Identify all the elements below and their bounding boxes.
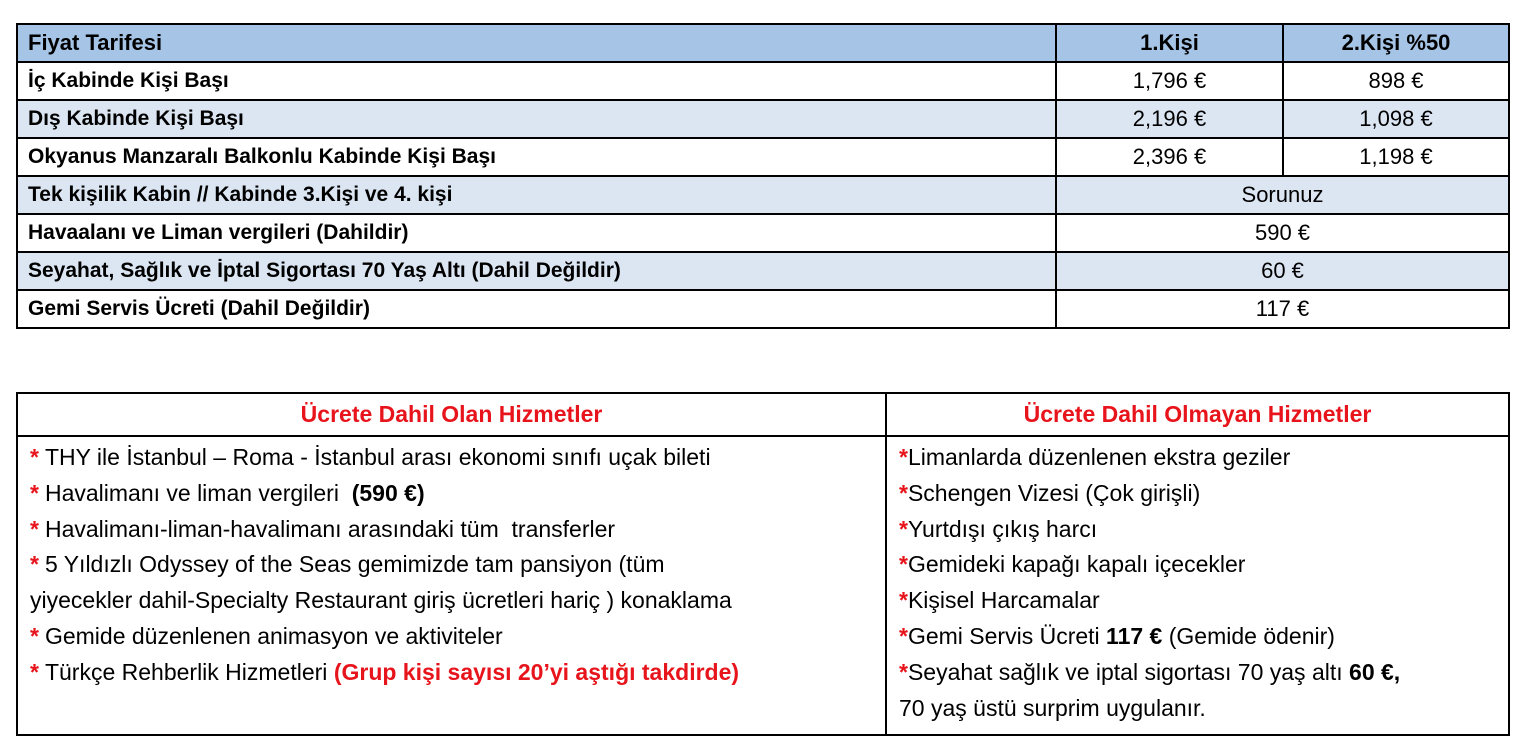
- price-merged-value: 117 €: [1056, 290, 1509, 328]
- asterisk-icon: *: [899, 479, 908, 506]
- list-item: *Kişisel Harcamalar: [899, 587, 1100, 614]
- included-services-title: Ücrete Dahil Olan Hizmetler: [17, 393, 886, 436]
- price-merged-row: [17, 214, 1509, 252]
- price-row: [17, 100, 1509, 138]
- excluded-services-title: Ücrete Dahil Olmayan Hizmetler: [886, 393, 1509, 436]
- asterisk-icon: *: [30, 622, 39, 649]
- included-services-cell: [17, 436, 886, 735]
- price-row: [17, 138, 1509, 176]
- price-row-label: Okyanus Manzaralı Balkonlu Kabinde Kişi Başı: [17, 138, 1056, 176]
- price-merged-row: [17, 290, 1509, 328]
- asterisk-icon: *: [30, 551, 39, 578]
- list-item: *Schengen Vizesi (Çok girişli): [899, 479, 1201, 506]
- price-row-p1: 2,196 €: [1056, 100, 1283, 138]
- price-row-p1: 2,396 €: [1056, 138, 1283, 176]
- list-item: *Yurtdışı çıkış harcı: [899, 515, 1098, 542]
- price-row-label: İç Kabinde Kişi Başı: [17, 62, 1056, 100]
- price-row-p2: 1,098 €: [1283, 100, 1509, 138]
- asterisk-icon: *: [899, 515, 908, 542]
- asterisk-icon: *: [30, 444, 39, 470]
- price-row-label: Dış Kabinde Kişi Başı: [17, 100, 1056, 138]
- asterisk-icon: *: [899, 658, 908, 685]
- price-merged-value: 590 €: [1056, 214, 1509, 252]
- asterisk-icon: *: [30, 658, 39, 685]
- list-item: *Gemideki kapağı kapalı içecekler: [899, 551, 1246, 578]
- asterisk-icon: *: [899, 587, 908, 614]
- price-header-col1: 1.Kişi: [1056, 24, 1283, 62]
- services-table: [16, 392, 1510, 736]
- list-item: * 5 Yıldızlı Odyssey of the Seas gemimizde tam pansiyon (tüm: [30, 551, 665, 578]
- services-header-row: [17, 393, 1509, 436]
- excluded-services-list: [899, 440, 1508, 726]
- excluded-services-cell: [886, 436, 1509, 735]
- list-item-continuation: yiyecekler dahil-Specialty Restaurant giriş ücretleri hariç ) konaklama: [30, 587, 732, 614]
- list-item: *Limanlarda düzenlenen ekstra geziler: [899, 444, 1291, 470]
- list-item: * Türkçe Rehberlik Hizmetleri (Grup kişi sayısı 20’yi aştığı takdirde): [30, 658, 740, 685]
- asterisk-icon: *: [30, 479, 39, 506]
- included-services-list: [30, 440, 885, 691]
- list-item: * Gemide düzenlenen animasyon ve aktiviteler: [30, 622, 503, 649]
- asterisk-icon: *: [899, 622, 908, 649]
- price-merged-label: Havaalanı ve Liman vergileri (Dahildir): [17, 214, 1056, 252]
- price-merged-label: Tek kişilik Kabin // Kabinde 3.Kişi ve 4. kişi: [17, 176, 1056, 214]
- price-row-p2: 898 €: [1283, 62, 1509, 100]
- price-table: [16, 23, 1510, 329]
- list-item: *Seyahat sağlık ve iptal sigortası 70 yaş altı 60 €,: [899, 658, 1401, 685]
- price-merged-row: [17, 176, 1509, 214]
- list-item: *Gemi Servis Ücreti 117 € (Gemide ödenir): [899, 622, 1335, 649]
- list-item: * THY ile İstanbul – Roma - İstanbul arası ekonomi sınıfı uçak bileti: [30, 444, 711, 470]
- price-header-title: Fiyat Tarifesi: [17, 24, 1056, 62]
- services-body-row: [17, 436, 1509, 735]
- price-row-p2: 1,198 €: [1283, 138, 1509, 176]
- price-row: [17, 62, 1509, 100]
- price-merged-row: [17, 252, 1509, 290]
- list-item: * Havalimanı ve liman vergileri (590 €): [30, 479, 425, 506]
- price-merged-label: Gemi Servis Ücreti (Dahil Değildir): [17, 290, 1056, 328]
- asterisk-icon: *: [30, 515, 39, 542]
- asterisk-icon: *: [899, 444, 908, 470]
- price-header-row: [17, 24, 1509, 62]
- price-merged-value: Sorunuz: [1056, 176, 1509, 214]
- price-merged-value: 60 €: [1056, 252, 1509, 290]
- list-item: * Havalimanı-liman-havalimanı arasındaki tüm transferler: [30, 515, 616, 542]
- price-merged-label: Seyahat, Sağlık ve İptal Sigortası 70 Yaş Altı (Dahil Değildir): [17, 252, 1056, 290]
- asterisk-icon: *: [899, 551, 908, 578]
- price-row-p1: 1,796 €: [1056, 62, 1283, 100]
- list-item-continuation: 70 yaş üstü surprim uygulanır.: [899, 694, 1206, 721]
- price-header-col2: 2.Kişi %50: [1283, 24, 1509, 62]
